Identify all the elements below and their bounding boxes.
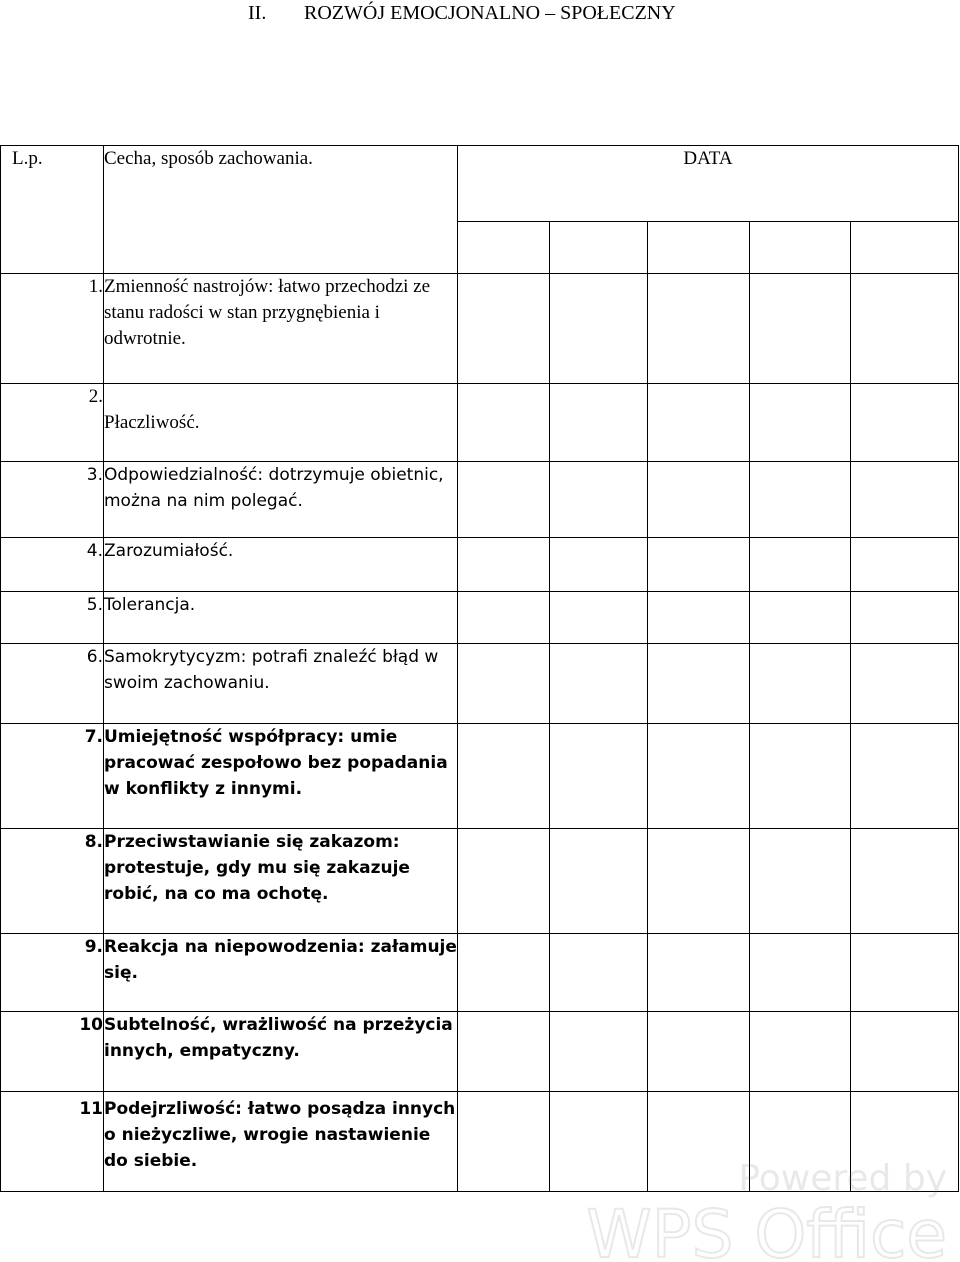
table-row [1,538,959,592]
header-date: DATA [683,148,733,169]
date-cell[interactable] [750,592,851,644]
date-cell[interactable] [750,538,851,592]
date-cell[interactable] [458,462,550,538]
date-cell[interactable] [458,222,550,274]
date-cell[interactable] [458,644,550,724]
row-number: 10 [1,1012,104,1092]
date-cell[interactable] [458,274,550,384]
date-cell[interactable] [550,934,648,1012]
row-number: 8. [1,829,104,934]
row-trait: Płaczliwość. [104,384,458,462]
date-cell[interactable] [851,644,959,724]
row-number: 3. [1,462,104,538]
wps-watermark-logo [522,1152,952,1262]
date-cell[interactable] [648,222,750,274]
date-cell[interactable] [550,538,648,592]
date-cell[interactable] [750,724,851,829]
observation-table [0,145,959,1192]
date-cell[interactable] [851,1012,959,1092]
date-cell[interactable] [750,462,851,538]
date-cell[interactable] [750,274,851,384]
date-cell[interactable] [648,384,750,462]
row-number: 9. [1,934,104,1012]
row-trait: Reakcja na niepowodzenia: załamuje się. [104,934,458,1012]
table-row [1,1012,959,1092]
date-cell[interactable] [648,538,750,592]
watermark-powered-by: Powered by [738,1158,947,1199]
row-number: 2. [1,384,104,462]
date-cell[interactable] [550,1012,648,1092]
date-cell[interactable] [550,724,648,829]
row-trait: Podejrzliwość: łatwo posądza innych o nieżyczliwe, wrogie nastawienie do siebie. [104,1092,458,1192]
date-cell[interactable] [550,222,648,274]
date-cell[interactable] [648,829,750,934]
date-cell[interactable] [648,462,750,538]
date-cell[interactable] [648,724,750,829]
date-cell[interactable] [750,829,851,934]
table-row [1,724,959,829]
date-cell[interactable] [458,829,550,934]
table-row [1,592,959,644]
row-number: 1. [1,274,104,384]
row-trait: Odpowiedzialność: dotrzymuje obietnic, można na nim polegać. [104,462,458,538]
date-cell[interactable] [550,644,648,724]
row-number: 6. [1,644,104,724]
date-cell[interactable] [851,934,959,1012]
date-cell[interactable] [550,829,648,934]
date-cell[interactable] [550,462,648,538]
date-cell[interactable] [458,384,550,462]
header-date-cell [458,146,959,222]
date-cell[interactable] [648,592,750,644]
row-trait: Samokrytycyzm: potrafi znaleźć błąd w swoim zachowaniu. [104,644,458,724]
row-number: 7. [1,724,104,829]
date-cell[interactable] [458,592,550,644]
table-row [1,462,959,538]
date-cell[interactable] [851,592,959,644]
table-row [1,644,959,724]
row-trait: Zarozumiałość. [104,538,458,592]
date-cell[interactable] [750,1012,851,1092]
row-trait: Tolerancja. [104,592,458,644]
row-trait: Zmienność nastrojów: łatwo przechodzi ze stanu radości w stan przygnębienia i odwrotnie. [104,274,458,384]
section-title: ROZWÓJ EMOCJONALNO – SPOŁECZNY [304,2,676,24]
row-number: 5. [1,592,104,644]
date-cell[interactable] [750,222,851,274]
date-cell[interactable] [458,934,550,1012]
date-cell[interactable] [648,644,750,724]
date-cell[interactable] [648,1012,750,1092]
row-trait: Przeciwstawianie się zakazom: protestuje, gdy mu się zakazuje robić, na co ma ochotę. [104,829,458,934]
table-header-row [1,146,959,222]
date-cell[interactable] [750,384,851,462]
date-cell[interactable] [851,222,959,274]
date-cell[interactable] [648,274,750,384]
date-cell[interactable] [648,934,750,1012]
table-row [1,829,959,934]
date-cell[interactable] [750,934,851,1012]
row-number: 11 [1,1092,104,1192]
date-cell[interactable] [458,538,550,592]
date-cell[interactable] [851,724,959,829]
section-number: II. [248,2,267,24]
row-number: 4. [1,538,104,592]
date-cell[interactable] [458,724,550,829]
date-cell[interactable] [550,274,648,384]
table-row [1,274,959,384]
date-cell[interactable] [851,274,959,384]
header-trait: Cecha, sposób zachowania. [104,146,458,274]
date-cell[interactable] [851,462,959,538]
table-row [1,934,959,1012]
date-cell[interactable] [458,1012,550,1092]
watermark-wps-office: WPS Office [586,1196,947,1262]
date-cell[interactable] [550,384,648,462]
row-trait: Umiejętność współpracy: umie pracować zespołowo bez popadania w konflikty z innymi. [104,724,458,829]
date-cell[interactable] [750,644,851,724]
table-row [1,384,959,462]
date-cell[interactable] [851,384,959,462]
date-cell[interactable] [550,592,648,644]
date-cell[interactable] [851,829,959,934]
date-cell[interactable] [851,538,959,592]
row-trait: Subtelność, wrażliwość na przeżycia innych, empatyczny. [104,1012,458,1092]
header-lp: L.p. [1,146,104,274]
